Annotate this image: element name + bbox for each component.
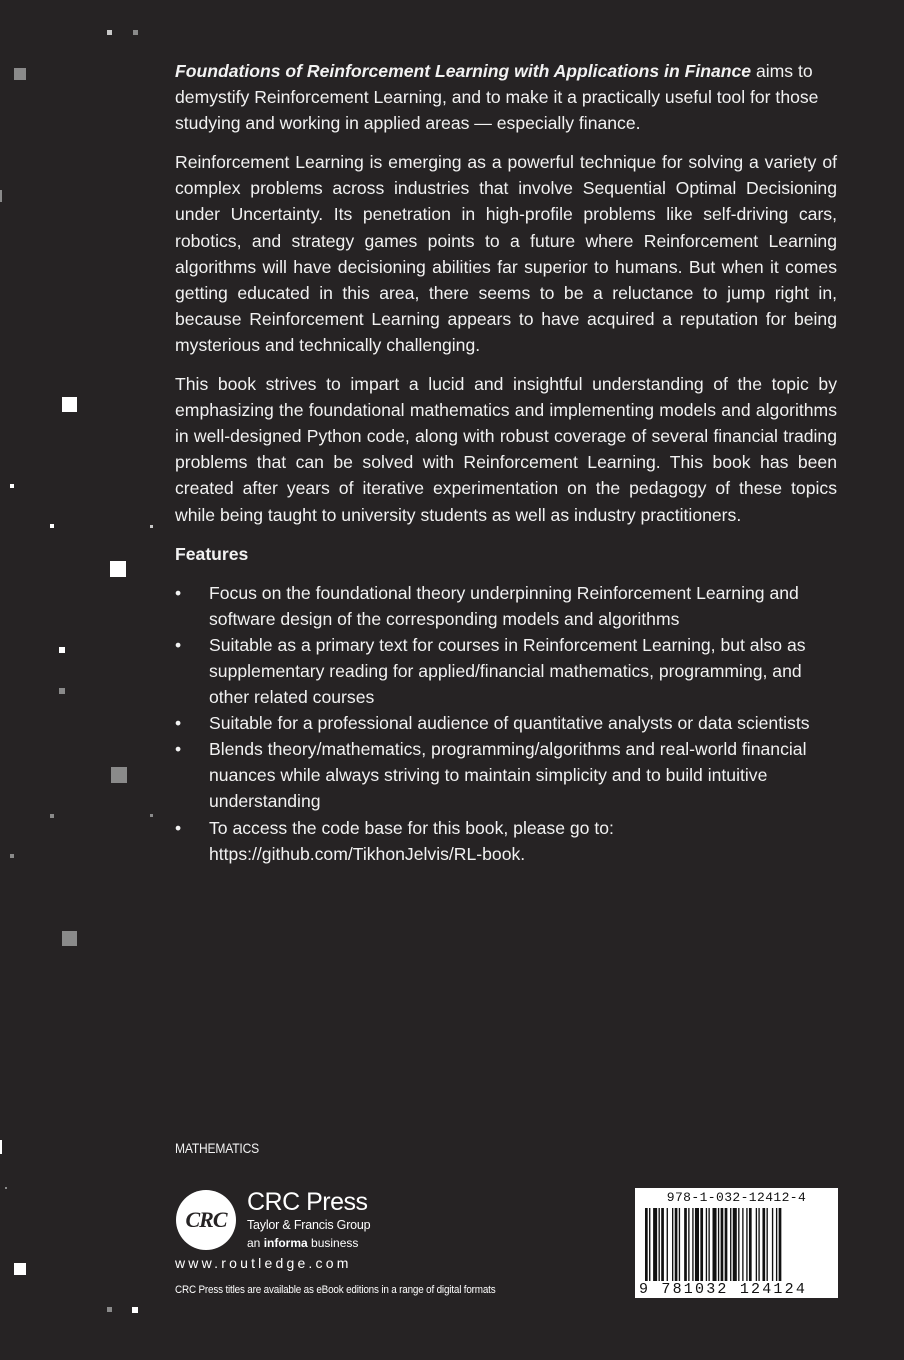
feature-text: Suitable as a primary text for courses in Reinforcement Learning, but also as supplementary reading for applied/financial mathematics, programming, and other related courses — [209, 634, 806, 708]
publisher-group: Taylor & Francis Group — [247, 1218, 371, 1232]
barcode-bar — [758, 1208, 759, 1282]
isbn-barcode — [635, 1188, 838, 1298]
barcode-bar — [688, 1208, 689, 1282]
barcode-bar — [695, 1208, 699, 1282]
book-title: Foundations of Reinforcement Learning with Applications in Finance — [175, 61, 752, 81]
barcode-bar — [692, 1208, 693, 1282]
feature-item — [175, 580, 837, 632]
bullet-icon: • — [175, 739, 182, 760]
feature-item — [175, 632, 837, 710]
decorative-square — [10, 484, 14, 488]
barcode-bar — [730, 1208, 731, 1282]
decorative-square — [107, 30, 112, 35]
decorative-square — [111, 767, 127, 783]
decorative-square — [0, 1140, 2, 1154]
barcode-icon — [643, 1208, 830, 1282]
feature-text: Focus on the foundational theory underpinning Reinforcement Learning and software design of the corresponding models and algorithms — [209, 582, 799, 629]
feature-item — [175, 815, 837, 867]
isbn-number: 978-1-032-12412-4 — [666, 1190, 807, 1205]
decorative-square — [5, 1187, 7, 1189]
barcode-bar — [725, 1208, 728, 1282]
business-suffix: business — [307, 1236, 359, 1250]
ean-digits: 9 781032 124124 — [639, 1281, 834, 1298]
barcode-bar — [700, 1208, 703, 1282]
barcode-bar — [713, 1208, 717, 1282]
decorative-square — [150, 525, 153, 528]
decorative-square — [133, 30, 138, 35]
crc-logo-text: CRC — [185, 1207, 227, 1232]
barcode-bar — [675, 1208, 678, 1282]
bullet-icon: • — [175, 634, 182, 655]
barcode-bar — [756, 1208, 757, 1282]
ebook-note: CRC Press titles are available as eBook editions in a range of digital formats — [175, 1284, 496, 1296]
barcode-bar — [749, 1208, 752, 1282]
barcode-bar — [718, 1208, 719, 1282]
decorative-square — [50, 524, 54, 528]
decorative-square — [59, 647, 65, 653]
barcode-bar — [667, 1208, 668, 1282]
barcode-bar — [684, 1208, 687, 1282]
barcode-bar — [661, 1208, 664, 1282]
barcode-bar — [779, 1208, 782, 1282]
decorative-square — [14, 68, 26, 80]
barcode-bar — [762, 1208, 765, 1282]
informa-brand: informa — [263, 1236, 308, 1250]
barcode-bar — [738, 1208, 739, 1282]
feature-item — [175, 710, 837, 736]
feature-text: Blends theory/mathematics, programming/algorithms and real-world financial nuances while always striving to maintain simplicity and to build intuitive understanding — [209, 739, 807, 812]
barcode-bar — [706, 1208, 707, 1282]
decorative-square — [110, 561, 126, 577]
barcode-bar — [679, 1208, 680, 1282]
back-cover-text — [175, 58, 837, 867]
subject-category: MATHEMATICS — [175, 1140, 259, 1156]
decorative-square — [62, 931, 77, 946]
decorative-square — [150, 814, 153, 817]
decorative-square — [132, 1307, 138, 1313]
feature-text: Suitable for a professional audience of quantitative analysts or data scientists — [209, 713, 810, 734]
barcode-bar — [772, 1208, 773, 1282]
business-prefix: an — [247, 1236, 264, 1250]
barcode-bar — [672, 1208, 673, 1282]
barcode-bar — [708, 1208, 709, 1282]
publisher-website: www.routledge.com — [175, 1255, 352, 1271]
feature-item — [175, 736, 837, 814]
decorative-square — [62, 397, 77, 412]
features-heading: Features — [175, 543, 249, 564]
crc-logo-icon — [176, 1190, 236, 1250]
decorative-square — [50, 814, 54, 818]
barcode-bar — [746, 1208, 747, 1282]
decorative-square — [59, 688, 65, 694]
feature-text: To access the code base for this book, please go to: https://github.com/TikhonJelvis/RL-book. — [209, 817, 614, 864]
intro-text: aims to demystify Reinforcement Learning, and to make it a practically useful tool for those studying and working in applied areas — especially finance. — [175, 61, 819, 134]
decorative-square — [107, 1307, 112, 1312]
publisher-name: CRC Press — [247, 1188, 368, 1216]
barcode-bar — [659, 1208, 660, 1282]
decorative-square — [10, 854, 14, 858]
paragraph-rl-overview: Reinforcement Learning is emerging as a powerful technique for solving a variety of complex problems across industries that involve Sequential Optimal Decisioning under Uncertainty. Its penetration in high-profile problems like self-driving cars, robotics, and strategy games points to a future where Reinforcement Learning algorithms will have decisioning abilities far superior to humans. But when it comes getting educated in this area, there seems to be a reluctance to jump right in, because Reinforcement Learning appears to have acquired a reputation for being mysterious and technically challenging. — [175, 152, 837, 355]
barcode-bar — [767, 1208, 768, 1282]
bullet-icon: • — [175, 713, 182, 734]
decorative-square — [14, 1263, 26, 1275]
barcode-bar — [649, 1208, 650, 1282]
publisher-business — [247, 1236, 358, 1250]
barcode-bar — [776, 1208, 777, 1282]
intro-paragraph — [175, 58, 837, 136]
decorative-square — [0, 190, 2, 202]
barcode-bar — [645, 1208, 648, 1282]
bullet-icon: • — [175, 817, 182, 838]
bullet-icon: • — [175, 582, 182, 603]
barcode-bar — [733, 1208, 737, 1282]
paragraph-book-aims: This book strives to impart a lucid and insightful understanding of the topic by emphasizing the foundational mathematics and implementing models and algorithms in well-designed Python code, along with robust coverage of several financial trading problems that can be solved with Reinforcement Learning. This book has been created after years of iterative experimentation on the pedagogy of these topics while being taught to university students as well as industry practitioners. — [175, 374, 837, 525]
barcode-bar — [721, 1208, 724, 1282]
barcode-bar — [742, 1208, 743, 1282]
barcode-bar — [653, 1208, 657, 1282]
features-list — [175, 580, 837, 867]
